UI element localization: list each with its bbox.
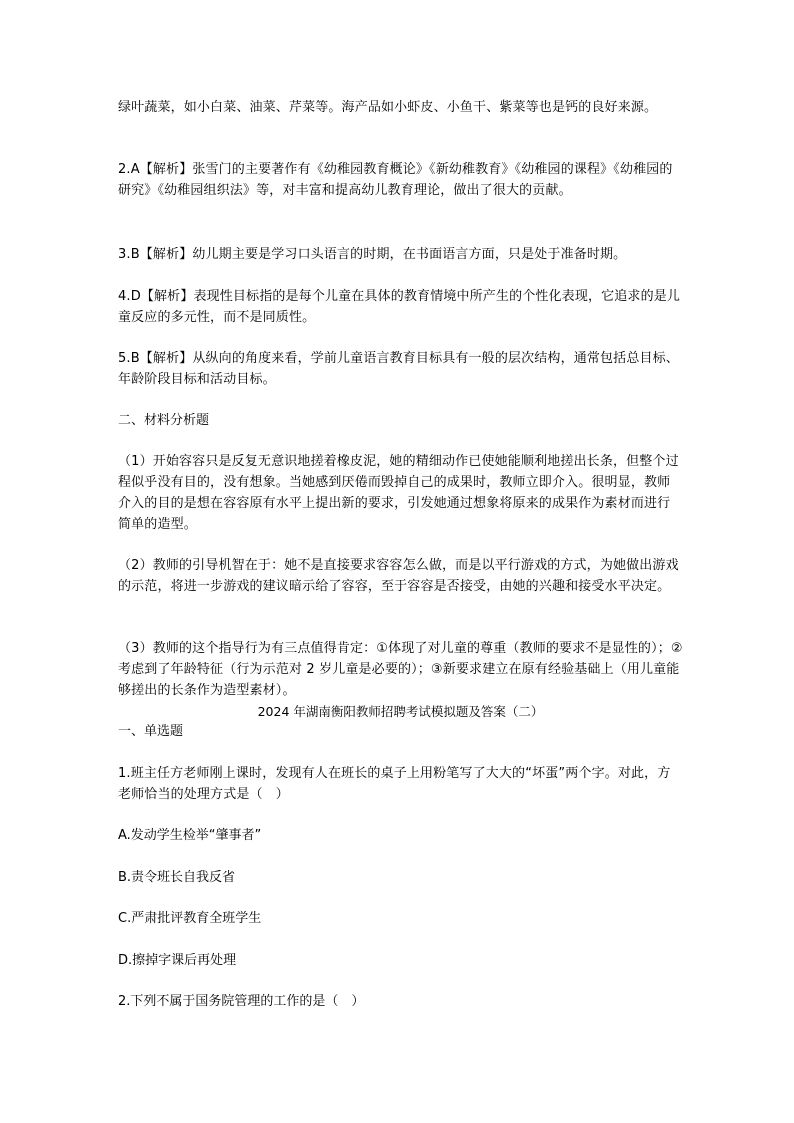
question-1: 1.班主任方老师刚上课时，发现有人在班长的桌子上用粉笔写了大大的“坏蛋”两个字。对此，方老师恰当的处理方式是（ ） — [118, 766, 671, 802]
answer-3-explanation: 3.B【解析】幼儿期主要是学习口头语言的时期，在书面语言方面，只是处于准备时期。 — [118, 247, 627, 262]
question-1-option-d: D.擦掉字课后再处理 — [118, 953, 237, 968]
answer-5-explanation: 5.B【解析】从纵向的角度来看，学前儿童语言教育目标具有一般的层次结构，通常包括总目标、年龄阶段目标和活动目标。 — [118, 351, 679, 387]
question-2: 2.下列不属于国务院管理的工作的是（ ） — [118, 994, 365, 1009]
material-answer-1: （1）开始容容只是反复无意识地搓着橡皮泥，她的精细动作已使她能顺利地搓出长条，但整个过程似乎没有目的，没有想象。当她感到厌倦而毁掉自己的成果时，教师立即介入。很明显，教师介入的目的是想在容容原有水平上提出新的要求，引发她通过想象将原来的成果作为素材而进行简单的造型。 — [118, 454, 679, 532]
material-answer-2: （2）教师的引导机智在于：她不是直接要求容容怎么做，而是以平行游戏的方式，为她做出游戏的示范，将进一步游戏的建议暗示给了容容，至于容容是否接受，由她的兴趣和接受水平决定。 — [118, 558, 679, 594]
question-1-option-b: B.责令班长自我反省 — [118, 870, 236, 885]
exam-title: 2024 年湖南衡阳教师招聘考试模拟题及答案（二） — [257, 704, 544, 719]
section-material-analysis-heading: 二、材料分析题 — [118, 413, 210, 428]
section-single-choice-heading: 一、单选题 — [118, 724, 184, 739]
question-1-option-c: C.严肃批评教育全班学生 — [118, 911, 262, 926]
answer-2-explanation: 2.A【解析】张雪门的主要著作有《幼稚园教育概论》《新幼稚教育》《幼稚园的课程》《幼稚园的研究》《幼稚园组织法》等，对丰富和提高幼儿教育理论，做出了很大的贡献。 — [118, 162, 673, 198]
question-1-option-a: A.发动学生检举“肇事者” — [118, 828, 262, 843]
material-answer-3: （3）教师的这个指导行为有三点值得肯定：①体现了对儿童的尊重（教师的要求不是显性的）；②考虑到了年龄特征（行为示范对 2 岁儿童是必要的）；③新要求建立在原有经验基础上（用儿童能够搓出的长条作为造型素材）。 — [118, 641, 683, 698]
answer-4-explanation: 4.D【解析】表现性目标指的是每个儿童在具体的教育情境中所产生的个性化表现，它追求的是儿童反应的多元性，而不是同质性。 — [118, 289, 681, 325]
intro-paragraph: 绿叶蔬菜，如小白菜、油菜、芹菜等。海产品如小虾皮、小鱼干、紫菜等也是钙的良好来源。 — [118, 100, 658, 115]
